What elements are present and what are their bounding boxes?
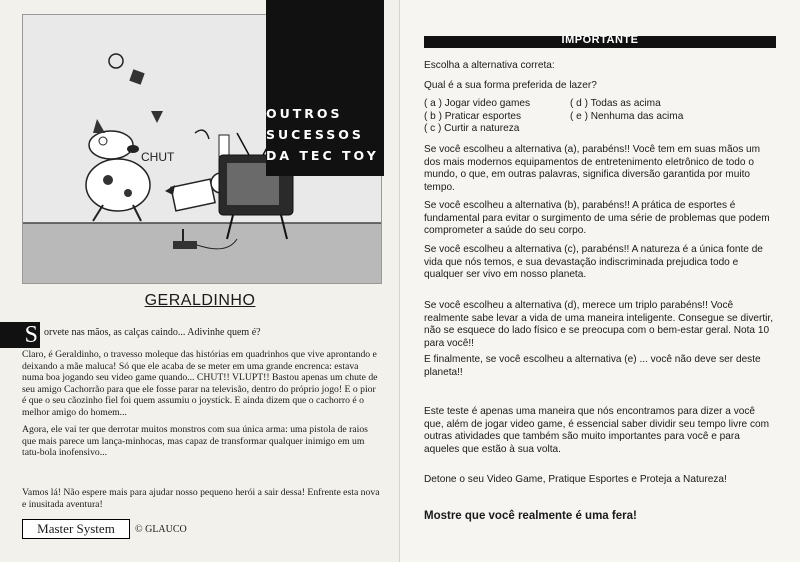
quiz-intro: Escolha a alternativa correta:: [424, 60, 555, 71]
answer-e: E finalmente, se você escolheu a alternativa (e) ... você não deve ser deste planeta!!: [424, 354, 761, 378]
lead-text: orvete nas mãos, as calças caindo... Adivinhe quem é?: [44, 327, 261, 338]
answer-b: Se você escolheu a alternativa (b), parabéns!! A prática de esportes é fundamental para evitar o surgimento de uma série de problemas que podem comprometer a saúde do seu corpo.: [424, 200, 770, 237]
important-heading: IMPORTANTE: [561, 34, 639, 46]
story-paragraph: Vamos lá! Não espere mais para ajudar nosso pequeno herói a sair dessa! Enfrente esta nova e inusitada aventura!: [22, 487, 380, 510]
sound-effect-text: CHUT: [141, 150, 175, 164]
option-c: ( c ) Curtir a natureza: [424, 123, 520, 135]
option-b: ( b ) Praticar esportes: [424, 110, 522, 122]
game-title: GERALDINHO: [144, 292, 256, 309]
banner-line: DA TEC TOY: [266, 148, 379, 163]
closing-paragraph: Este teste é apenas uma maneira que nós encontramos para dizer a você que, além de jogar video game, é essencial saber dividir seu tempo livre com outras atividades que também são muito importantes para você e para aqueles que estão à sua volta.: [424, 406, 770, 455]
options-column-1: [424, 98, 530, 136]
answer-a: Se você escolheu a alternativa (a), parabéns!! Você tem em suas mãos um dos mais modernos equipamentos de entretenimento eletrônico de todo o mundo, o que, em outras palavras, significa diversão garantida por muito tempo.: [424, 144, 761, 193]
banner-text: [266, 103, 386, 166]
closing-call: Detone o seu Video Game, Pratique Esportes e Proteja a Natureza!: [424, 474, 727, 485]
copyright-credit: © GLAUCO: [135, 524, 187, 535]
banner-line: OUTROS: [266, 106, 343, 121]
option-e: ( e ) Nenhuma das acima: [570, 110, 684, 122]
story-paragraph: Agora, ele vai ter que derrotar muitos monstros com sua única arma: uma pistola de raios que mais parece um lança-minhocas, mas capaz de transformar qualquer inimigo em um tatu-bola inofensivo...: [22, 424, 368, 459]
answer-d: Se você escolheu a alternativa (d), merece um triplo parabéns!! Você realmente sabe levar a vida de uma maneira inteligente. Consegue se divertir, não se esquece do lado físico e se preocupa com o bem-estar geral. Nota 10 para você!!: [424, 300, 773, 349]
story-paragraph: Claro, é Geraldinho, o travesso moleque das histórias em quadrinhos que vive aprontando e deixando a mãe maluca! Só que ele acaba de se meter em uma grande encrenca: estava numa boa jogando seu video game quando... CHUT!! VLUPT!! Bastou apenas um chute de seu amigo Cachorrão para que ele fosse parar na televisão, dentro do próprio jogo! E o pior é que o seu cãozinho fiel foi quem assumiu o joystick. E ainda dizem que o cachorro é o melhor amigo do homem...: [22, 349, 378, 418]
right-page: [400, 0, 800, 562]
option-d: ( d ) Todas as acima: [570, 98, 661, 109]
drop-cap: S: [0, 322, 40, 348]
answer-c: Se você escolheu a alternativa (c), parabéns!! A natureza é a única fonte de vida que nós temos, e sua devastação indiscriminada prejudica todo e qualquer ser vivo em nosso planeta.: [424, 244, 763, 281]
quiz-question: Qual é a sua forma preferida de lazer?: [424, 80, 597, 91]
final-slogan: Mostre que você realmente é uma fera!: [424, 510, 637, 522]
option-a: ( a ) Jogar video games: [424, 98, 531, 109]
master-system-badge: Master System: [22, 519, 130, 539]
options-column-2: [570, 98, 683, 123]
banner-line: SUCESSOS: [266, 127, 364, 142]
